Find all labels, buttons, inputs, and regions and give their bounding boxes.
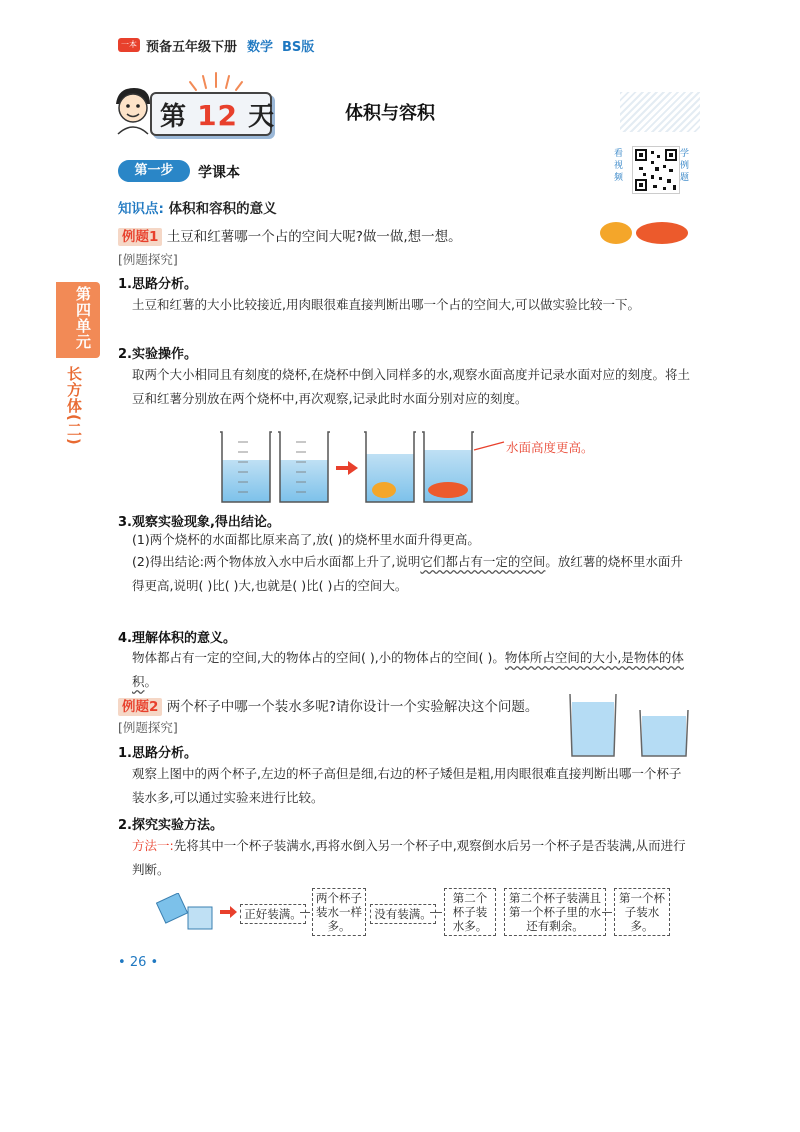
day-number: 12 xyxy=(197,99,239,132)
potato-and-sweet-potato-icon xyxy=(598,218,690,248)
decorative-stripes xyxy=(620,92,700,132)
qr-code-icon[interactable] xyxy=(632,146,680,194)
flow-box-first-more: 第一个杯子装水多。 xyxy=(614,888,670,936)
ex2-step1-text: 观察上图中的两个杯子,左边的杯子高但是细,右边的杯子矮但是粗,用肉眼很难直接判断出哪一个杯子装水多,可以通过实验来进行比较。 xyxy=(132,766,682,805)
subject-label: 数学 xyxy=(247,40,274,55)
short-wide-cup-icon xyxy=(640,710,688,756)
lesson-title: 体积与容积 xyxy=(345,103,435,124)
pouring-cups-icon xyxy=(156,893,218,931)
flow-box-leftover: 第二个杯子装满且第一个杯子里的水还有剩余。 xyxy=(504,888,606,936)
example2-badge: 例题2 xyxy=(118,698,162,716)
flow-connector xyxy=(300,912,310,913)
ex1-step1-title: 1.思路分析。 xyxy=(118,277,197,292)
ex1-step3-title: 3.观察实验现象,得出结论。 xyxy=(118,515,280,530)
unit-tab-label: 第四单元 xyxy=(74,286,92,350)
arrow-right-icon xyxy=(336,461,358,475)
beaker-icon xyxy=(278,432,330,502)
knowledge-point xyxy=(118,197,277,217)
ex1-step1-text: 土豆和红薯的大小比较接近,用肉眼很难直接判断出哪一个占的空间大,可以做实验比较一下。 xyxy=(132,297,640,312)
tall-cup-icon xyxy=(570,694,616,756)
day-prefix: 第 xyxy=(160,102,188,132)
book-series: 预备五年级下册 xyxy=(146,40,238,55)
day-suffix: 天 xyxy=(248,102,276,132)
flow-box-full: 正好装满。 xyxy=(240,904,306,924)
ex1-step4-emph: 物体所占空间的大小,是物体的体积 xyxy=(132,650,684,689)
method-desc: 先将其中一个杯子装满水,再将水倒入另一个杯子中,观察倒水后另一个杯子是否装满,从而进行判断。 xyxy=(132,838,686,877)
knowledge-label: 知识点: xyxy=(118,201,164,217)
two-cups-illustration xyxy=(566,690,696,760)
water-level-callout: 水面高度更高。 xyxy=(506,440,594,455)
example2-question: 两个杯子中哪一个装水多呢?请你设计一个实验解决这个问题。 xyxy=(166,699,539,715)
ex2-step2-title: 2.探究实验方法。 xyxy=(118,818,223,833)
qr-caption-right: 学例题 xyxy=(680,149,690,183)
example1-question: 土豆和红薯哪一个占的空间大呢?做一做,想一想。 xyxy=(166,229,462,245)
edition-label: BS版 xyxy=(282,40,315,55)
ex1-step2-text: 取两个大小相同且有刻度的烧杯,在烧杯中倒入同样多的水,观察水面高度并记录水面对应的刻度。将土豆和红薯分别放在两个烧杯中,再次观察,记录此时水面分别对应的刻度。 xyxy=(132,367,690,406)
example2-explore-label: [例题探究] xyxy=(118,720,178,735)
step-title: 学课本 xyxy=(198,165,240,181)
example2-question-line xyxy=(118,695,538,715)
flow-connector xyxy=(602,912,612,913)
boy-mascot-icon xyxy=(108,84,156,136)
ex1-step3-p2-emph: 它们都占有一定的空间 xyxy=(420,554,546,569)
ex1-step4-text xyxy=(132,646,692,694)
example1-question-line xyxy=(118,225,462,245)
knowledge-text: 体积和容积的意义 xyxy=(168,201,277,217)
ex1-step3-p2 xyxy=(132,550,692,598)
page-number: • 26 • xyxy=(118,955,159,970)
beaker-with-potato-icon xyxy=(364,432,416,502)
flow-box-equal: 两个杯子装水一样多。 xyxy=(312,888,366,936)
flow-connector xyxy=(430,912,442,913)
ex1-step4-title: 4.理解体积的意义。 xyxy=(118,631,236,646)
day-title xyxy=(160,96,275,133)
method-label: 方法一: xyxy=(132,838,174,853)
brand-logo: 一本 xyxy=(118,38,140,52)
ex2-step1-title: 1.思路分析。 xyxy=(118,746,197,761)
example1-badge: 例题1 xyxy=(118,228,162,246)
page-number-value: 26 xyxy=(129,955,147,970)
ex2-method-text xyxy=(132,834,692,882)
ex1-step4-c: 。 xyxy=(144,674,158,689)
beaker-with-sweet-potato-icon xyxy=(422,432,474,502)
beaker-icon xyxy=(220,432,272,502)
flow-box-second-more: 第二个杯子装水多。 xyxy=(444,888,496,936)
ex1-step2-title: 2.实验操作。 xyxy=(118,347,197,362)
ex1-step4-a: 物体都占有一定的空间,大的物体占的空间( ),小的物体占的空间( )。 xyxy=(132,650,505,665)
ex1-step3-p1: (1)两个烧杯的水面都比原来高了,放( )的烧杯里水面升得更高。 xyxy=(132,532,480,547)
sun-rays-icon xyxy=(186,70,246,92)
ex1-step3-p2-a: (2)得出结论:两个物体放入水中后水面都上升了,说明 xyxy=(132,554,421,569)
arrow-right-icon xyxy=(220,905,238,919)
qr-caption-left: 看视频 xyxy=(614,149,624,183)
flow-box-not-full: 没有装满。 xyxy=(370,904,436,924)
example1-explore-label: [例题探究] xyxy=(118,252,178,267)
beakers-illustration xyxy=(218,428,508,506)
ex1-step3-p2-c: 。放红薯的烧杯里水面升得更高,说明( )比( )大,也就是( )比( )占的空间大。 xyxy=(132,554,683,593)
step-badge: 第一步 xyxy=(118,160,190,182)
chapter-label: 长方体(二) xyxy=(65,366,83,446)
